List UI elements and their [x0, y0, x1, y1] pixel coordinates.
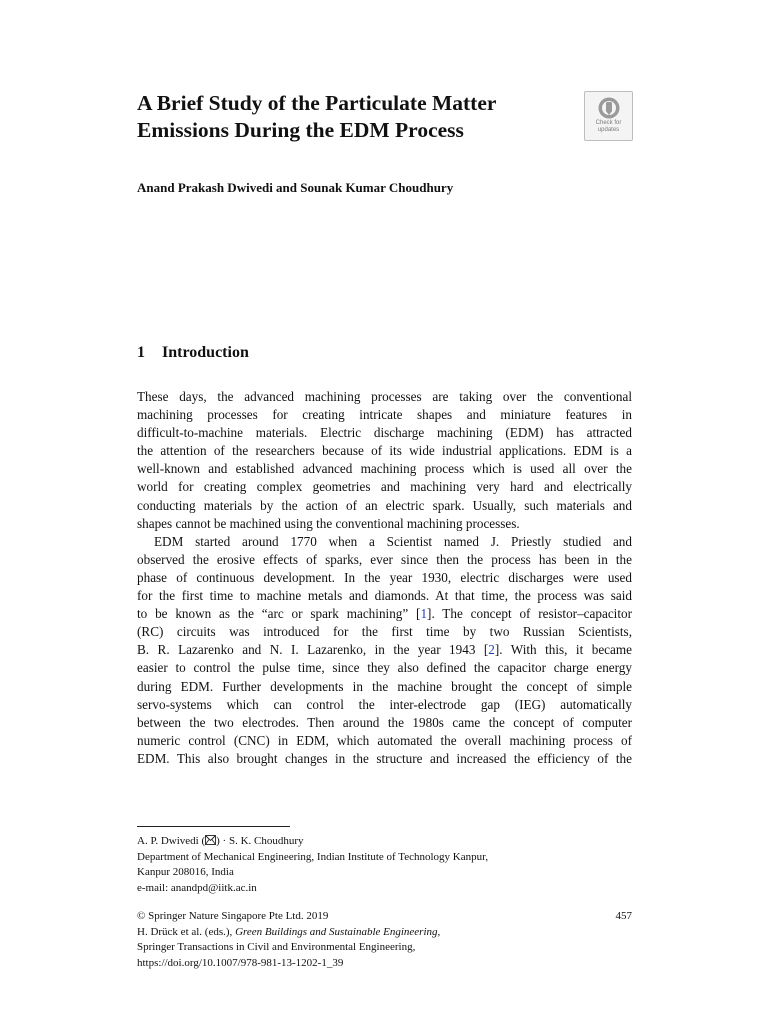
paper-title: [137, 90, 567, 144]
text-line: difficult-to-machine materials. Electric discharge machining (EDM) has attracted: [137, 425, 632, 441]
book-title: Green Buildings and Sustainable Engineering: [235, 925, 438, 938]
author-footnote: [137, 834, 637, 896]
text-fragment: to be known as the “arc or spark machining” [: [137, 606, 421, 622]
text-line: during EDM. Further developments in the machine brought the concept of simple: [137, 678, 632, 694]
text-line: machining processes for creating intricate shapes and miniature features in: [137, 407, 632, 423]
footnote-email[interactable]: e-mail: anandpd@iitk.ac.in: [137, 881, 257, 894]
doi-link[interactable]: https://doi.org/10.1007/978-981-13-1202-1_39: [137, 956, 344, 969]
title-line: A Brief Study of the Particulate Matter: [137, 91, 497, 115]
text-line: shapes cannot be machined using the conventional machining processes.: [137, 515, 520, 531]
check-updates-icon: [597, 96, 621, 120]
citation-link[interactable]: 2: [488, 642, 495, 658]
text-fragment: A. P. Dwivedi (: [137, 835, 206, 847]
mail-icon[interactable]: [205, 835, 216, 845]
footnote-authors: [137, 834, 637, 850]
section-number: 1: [137, 344, 145, 361]
publication-info: [137, 909, 637, 971]
body-text: [137, 388, 632, 768]
badge-label: Check for: [595, 120, 622, 126]
text-line: EDM. This also brought changes in the structure and increased the efficiency of the: [137, 750, 632, 766]
section-title: Introduction: [162, 344, 249, 361]
text-line: These days, the advanced machining processes are taking over the conventional: [137, 389, 632, 404]
text-line: the attention of the researchers because of its wide industrial applications. EDM is a: [137, 443, 632, 459]
text-line: well-known and established advanced machining process which is used all over the: [137, 461, 632, 477]
footnote-rule: [137, 826, 290, 827]
text-fragment: B. R. Lazarenko and N. I. Lazarenko, in the year 1943 [: [137, 642, 489, 658]
text-line: EDM started around 1770 when a Scientist named J. Priestly studied and: [154, 533, 632, 549]
series-line: Springer Transactions in Civil and Environmental Engineering,: [137, 941, 416, 953]
text-fragment: ]. The concept of resistor–capacitor: [427, 606, 632, 622]
citation-link[interactable]: 1: [420, 606, 428, 622]
text-line: phase of continuous development. In the year 1930, electric discharges were used: [137, 569, 632, 585]
text-line: (RC) circuits was introduced for the first time by two Russian Scientists,: [137, 624, 632, 640]
text-fragment: ) · S. K. Choudhury: [216, 835, 304, 847]
text-line: world for creating complex geometries and machining very hard and electrically: [137, 479, 632, 495]
title-line: Emissions During the EDM Process: [137, 118, 464, 142]
text-line: between the two electrodes. Then around the 1980s came the concept of computer: [137, 714, 632, 730]
paper-authors: Anand Prakash Dwivedi and Sounak Kumar Choudhury: [137, 180, 454, 195]
text-line: numeric control (CNC) in EDM, which automated the overall machining process of: [137, 732, 632, 748]
text-line: easier to control the pulse time, since they also defined the capacitor charge energy: [137, 660, 632, 676]
text-fragment: ]. With this, it became: [494, 642, 632, 658]
footnote-department: Department of Mechanical Engineering, Indian Institute of Technology Kanpur,: [137, 850, 489, 863]
page-number: 457: [615, 910, 632, 922]
text-fragment: H. Drück et al. (eds.),: [137, 925, 236, 938]
text-line: for the first time to machine metals and diamonds. At that time, the process was said: [137, 588, 632, 604]
text-line: conducting materials by the action of an electric spark. Usually, such materials and: [137, 497, 632, 513]
badge-label: updates: [597, 126, 620, 133]
check-for-updates-badge[interactable]: [584, 91, 633, 141]
text-line: [137, 605, 632, 623]
text-line: servo-systems which can control the inter-electrode gap (IEG) automatically: [137, 696, 632, 712]
editors-line: [137, 925, 637, 941]
copyright-line: © Springer Nature Singapore Pte Ltd. 2019: [137, 910, 329, 922]
footnote-city: Kanpur 208016, India: [137, 866, 234, 878]
text-line: observed the erosive effects of sparks, ever since then the process has been in the: [137, 551, 632, 567]
section-heading: [137, 344, 249, 362]
text-line: [137, 641, 632, 659]
text-fragment: ,: [437, 925, 441, 938]
